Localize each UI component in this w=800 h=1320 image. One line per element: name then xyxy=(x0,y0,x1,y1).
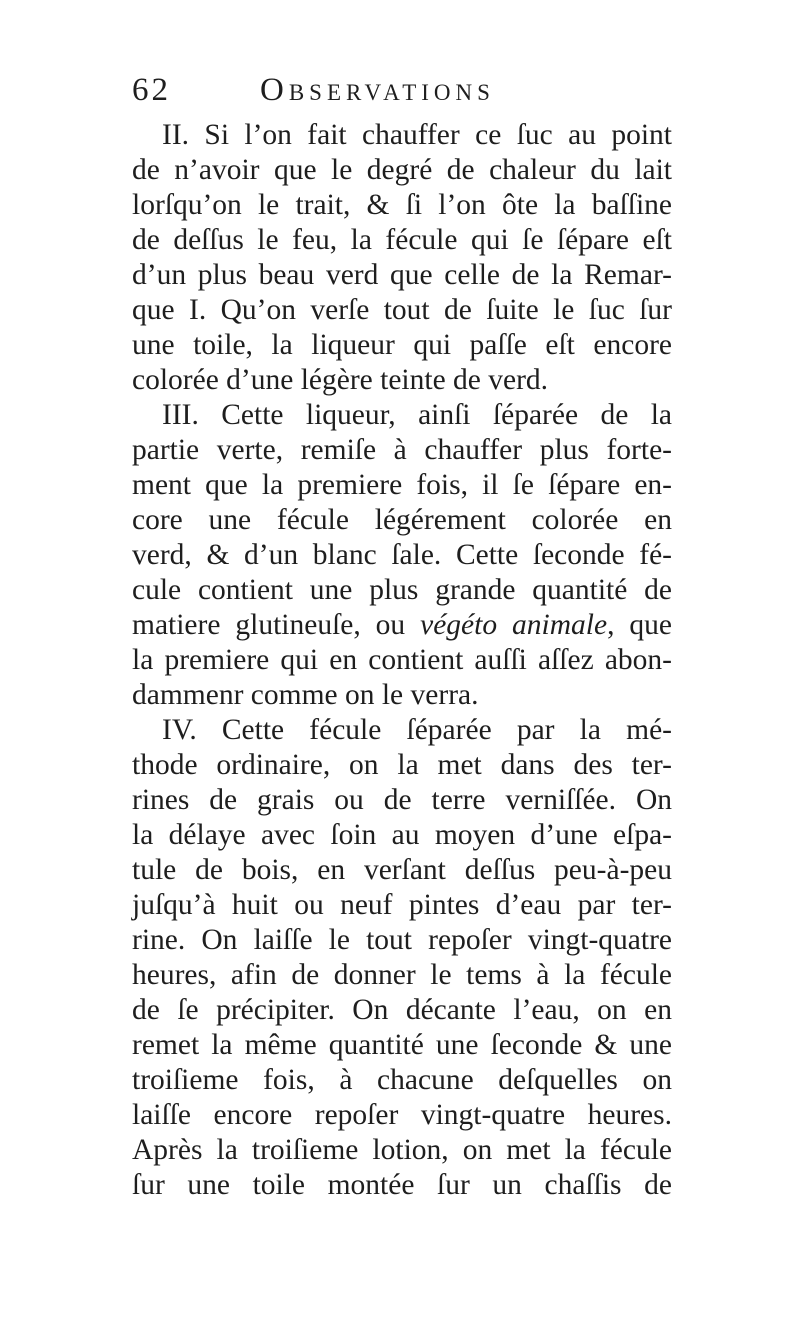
running-title: Observations xyxy=(260,72,495,108)
text-line: la premiere qui en contient auſſi aſſez abon- xyxy=(132,644,672,676)
text-line: dammenr comme on le verra. xyxy=(132,679,479,711)
page-number: 62 xyxy=(132,72,171,108)
text-line: partie verte, remiſe à chauffer plus forte- xyxy=(132,434,672,466)
text-line: Après la troiſieme lotion, on met la fécule xyxy=(132,1134,672,1166)
text-line: heures, afin de donner le tems à la fécule xyxy=(132,959,672,991)
text-line: thode ordinaire, on la met dans des ter- xyxy=(132,749,672,781)
running-head xyxy=(132,72,672,116)
text-line: rines de grais ou de terre verniſſée. On xyxy=(132,784,672,816)
text-line: cule contient une plus grande quantité de xyxy=(132,574,672,606)
text-line: lorſqu’on le trait, & ſi l’on ôte la baſſine xyxy=(132,189,672,221)
text-line-with-italic xyxy=(132,608,672,643)
text-line: IV. Cette fécule ſéparée par la mé- xyxy=(162,714,672,746)
text-line: rine. On laiſſe le tout repoſer vingt-quatre xyxy=(132,924,672,956)
text-line: que I. Qu’on verſe tout de ſuite le ſuc ſur xyxy=(132,294,672,326)
text-line: d’un plus beau verd que celle de la Remar- xyxy=(132,259,672,291)
text-line: III. Cette liqueur, ainſi ſéparée de la xyxy=(162,399,672,431)
text-segment: , que xyxy=(607,609,673,641)
text-line: laiſſe encore repoſer vingt-quatre heures. xyxy=(132,1099,672,1131)
text-line: une toile, la liqueur qui paſſe eſt encore xyxy=(132,329,672,361)
italic-phrase: végéto animale xyxy=(420,609,608,641)
text-line: juſqu’à huit ou neuf pintes d’eau par ter- xyxy=(132,889,672,921)
text-line: verd, & d’un blanc ſale. Cette ſeconde fé- xyxy=(132,539,672,571)
text-line: II. Si l’on fait chauffer ce ſuc au point xyxy=(162,119,672,151)
text-segment: matiere glutineuſe, ou xyxy=(132,609,421,641)
text-line: colorée d’une légère teinte de verd. xyxy=(132,364,549,396)
text-line: ment que la premiere fois, il ſe ſépare en- xyxy=(132,469,672,501)
text-line: de deſſus le feu, la fécule qui ſe ſépare eſt xyxy=(132,224,672,256)
text-line: la délaye avec ſoin au moyen d’une eſpa- xyxy=(132,819,672,851)
text-line: remet la même quantité une ſeconde & une xyxy=(132,1029,672,1061)
text-line: de n’avoir que le degré de chaleur du lait xyxy=(132,154,672,186)
text-line: tule de bois, en verſant deſſus peu-à-peu xyxy=(132,854,672,886)
text-line: core une fécule légérement colorée en xyxy=(132,504,672,536)
text-line: de ſe précipiter. On décante l’eau, on en xyxy=(132,994,672,1026)
text-line: troiſieme fois, à chacune deſquelles on xyxy=(132,1064,672,1096)
text-line: ſur une toile montée ſur un chaſſis de xyxy=(132,1169,672,1201)
body-text xyxy=(132,118,672,1203)
